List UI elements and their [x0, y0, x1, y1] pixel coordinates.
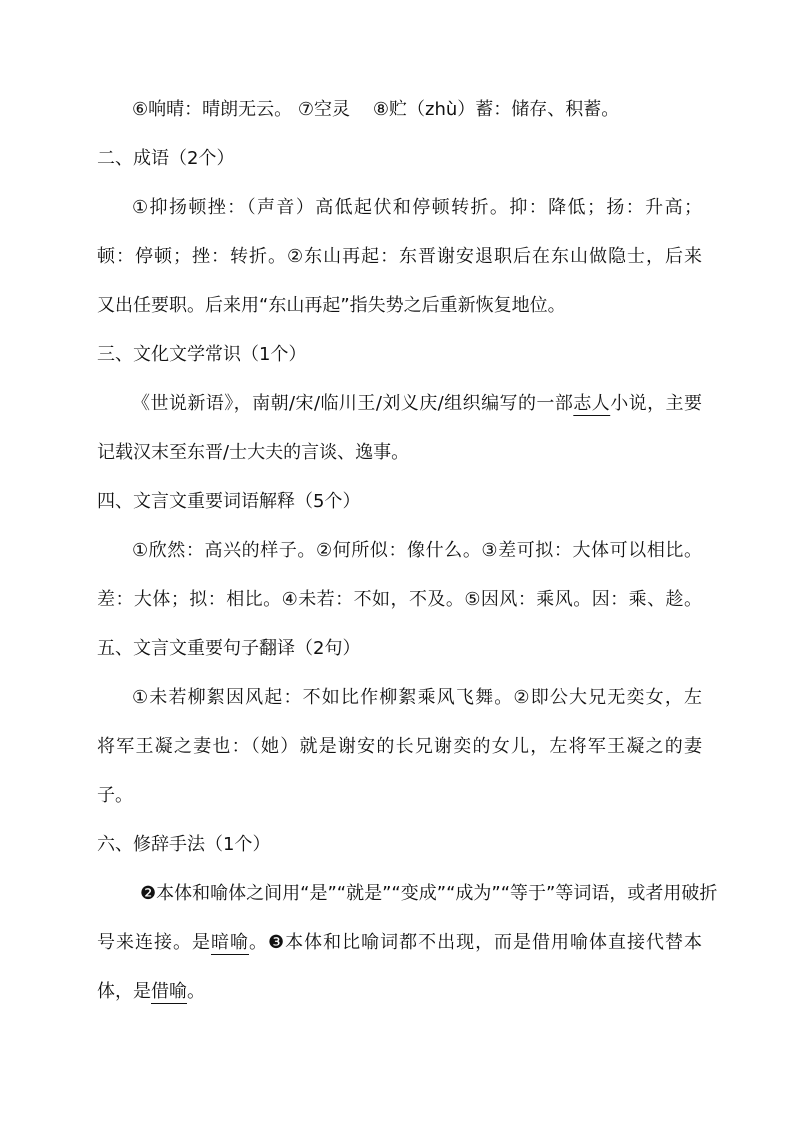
- s2-line-1-a: 《世说新语》，南朝/宋/临川王/刘义庆/组织编写的一部: [132, 393, 574, 414]
- s2-line-1: [132, 392, 702, 416]
- s3-line-1: ①欣然：高兴的样子。②何所似：像什么。③差可拟：大体可以相比。: [132, 540, 702, 561]
- s5-line-3: [97, 980, 702, 1004]
- s1-line-2: 顿：停顿；挫：转折。②东山再起：东晋谢安退职后在东山做隐士，后来: [97, 246, 702, 267]
- s5-line-1: ❷本体和喻体之间用“是”“就是”“变成”“成为”“等于”等词语，或者用破折: [140, 883, 718, 904]
- s2-line-2: 记载汉末至东晋/士大夫的言谈、逸事。: [97, 442, 410, 463]
- s5-line-2-b: 。❸本体和比喻词都不出现，而是借用喻体直接代替本: [248, 932, 703, 953]
- s1-heading: 二、成语（2个）: [97, 148, 235, 169]
- s5-heading: 六、修辞手法（1个）: [97, 834, 271, 855]
- s5-line-2: [97, 931, 702, 955]
- s1-line-1: ①抑扬顿挫：（声音）高低起伏和停顿转折。抑：降低；扬：升高；: [132, 197, 702, 218]
- s1-line-3: 又出任要职。后来用“东山再起”指失势之后重新恢复地位。: [97, 295, 566, 316]
- s5-underlined-term-2: 借喻: [151, 981, 187, 1002]
- s3-heading: 四、文言文重要词语解释（5个）: [97, 491, 361, 512]
- s5-line-3-b: 。: [187, 981, 205, 1002]
- s4-heading: 五、文言文重要句子翻译（2句）: [97, 638, 361, 659]
- s5-line-2-a: 号来连接。是: [97, 932, 211, 953]
- s3-line-2: 差：大体；拟：相比。④未若：不如，不及。⑤因风：乘风。因：乘、趁。: [97, 589, 702, 610]
- s2-line-1-b: 小说，主要: [610, 393, 703, 414]
- s5-underlined-term-1: 暗喻: [210, 932, 249, 953]
- s4-line-1: ①未若柳絮因风起：不如比作柳絮乘风飞舞。②即公大兄无奕女，左: [132, 687, 702, 708]
- s2-heading: 三、文化文学常识（1个）: [97, 344, 307, 365]
- s0-line-1: ⑥响晴：晴朗无云。 ⑦空灵 ⑧贮（zhù）蓄：储存、积蓄。: [132, 99, 620, 120]
- s5-line-3-a: 体，是: [97, 981, 151, 1002]
- s4-line-2: 将军王凝之妻也：（她）就是谢安的长兄谢奕的女儿，左将军王凝之的妻: [97, 736, 702, 757]
- s2-underlined-term: 志人: [573, 393, 611, 414]
- s4-line-3: 子。: [97, 785, 133, 806]
